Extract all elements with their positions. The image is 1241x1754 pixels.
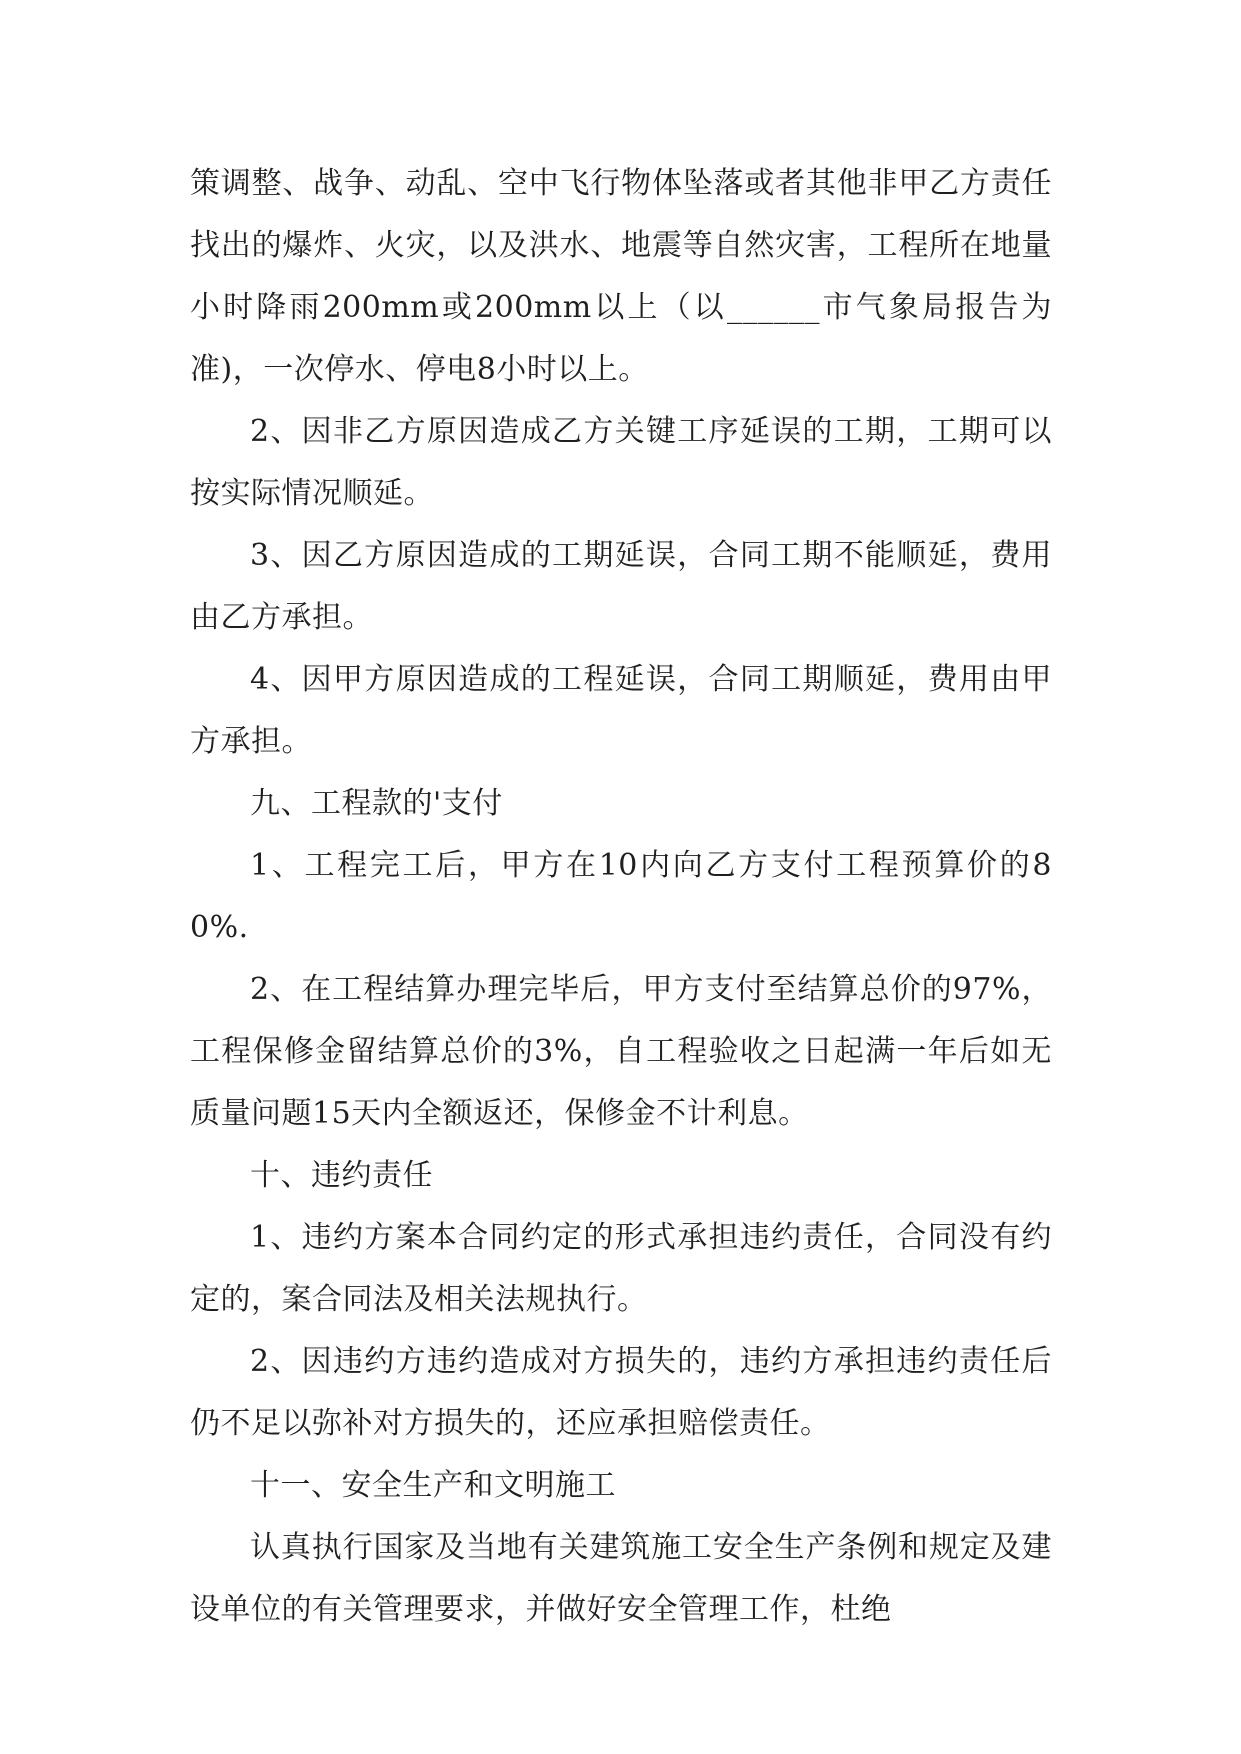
paragraph-delay-non-b: 2、因非乙方原因造成乙方关键工序延误的工期，工期可以按实际情况顺延。 — [190, 414, 1052, 511]
paragraph-force-majeure-cont: 策调整、战争、动乱、空中飞行物体坠落或者其他非甲乙方责任找出的爆炸、火灾，以及洪水、地震等自然灾害，工程所在地量小时降雨200mm或200mm以上（以______市气象局报告为准)，一次停水、停电8小时以上。 — [190, 166, 1052, 387]
section-heading-safety: 十一、安全生产和文明施工 — [250, 1468, 616, 1503]
paragraph-liability-2: 2、因违约方违约造成对方损失的，违约方承担违约责任后仍不足以弥补对方损失的，还应承担赔偿责任。 — [190, 1344, 1052, 1441]
section-heading-payment: 九、工程款的'支付 — [250, 786, 503, 821]
paragraph-delay-a: 4、因甲方原因造成的工程延误，合同工期顺延，费用由甲方承担。 — [190, 662, 1052, 759]
paragraph-payment-2: 2、在工程结算办理完毕后，甲方支付至结算总价的97%，工程保修金留结算总价的3%，自工程验收之日起满一年后如无质量问题15天内全额返还，保修金不计利息。 — [190, 972, 1052, 1131]
document-body — [190, 153, 1052, 1641]
paragraph-safety: 认真执行国家及当地有关建筑施工安全生产条例和规定及建设单位的有关管理要求，并做好安全管理工作，杜绝 — [190, 1530, 1052, 1627]
paragraph-liability-1: 1、违约方案本合同约定的形式承担违约责任，合同没有约定的，案合同法及相关法规执行。 — [190, 1220, 1052, 1317]
section-heading-liability: 十、违约责任 — [250, 1158, 433, 1193]
paragraph-payment-1: 1、工程完工后，甲方在10内向乙方支付工程预算价的80%. — [190, 848, 1052, 945]
paragraph-delay-b: 3、因乙方原因造成的工期延误，合同工期不能顺延，费用由乙方承担。 — [190, 538, 1052, 635]
